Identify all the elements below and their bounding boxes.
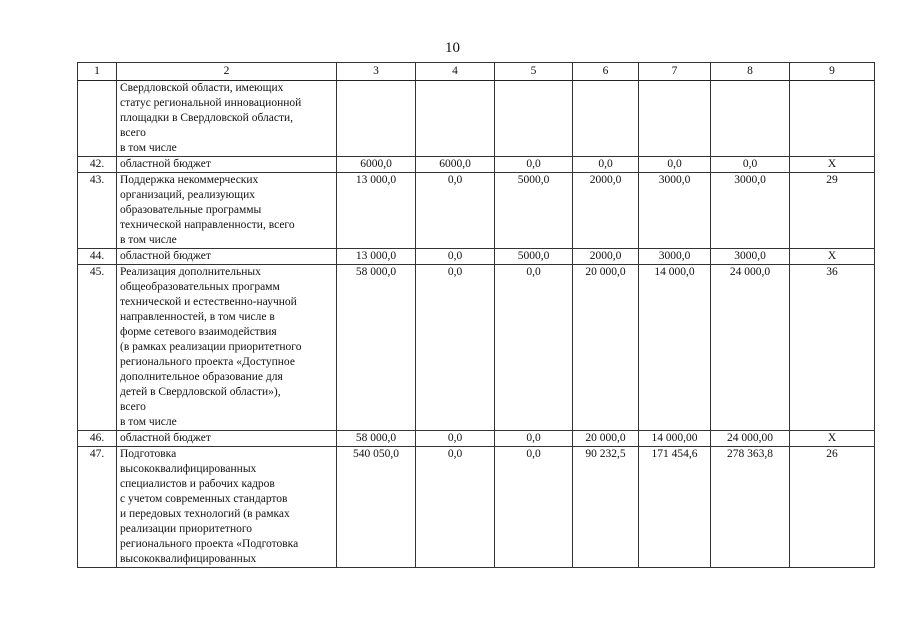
target-indicator — [790, 81, 875, 157]
target-indicator: 29 — [790, 173, 875, 249]
description-line: детей в Свердловской области»), — [120, 386, 281, 398]
row-number: 44. — [78, 249, 117, 265]
description-line: регионального проекта «Доступное — [120, 356, 295, 368]
table-row — [78, 173, 875, 249]
funding-value: 58 000,0 — [337, 431, 416, 447]
description-line: технической направленности, всего — [120, 219, 295, 231]
funding-value: 5000,0 — [495, 249, 573, 265]
funding-value: 3000,0 — [639, 173, 711, 249]
column-header: 1 — [78, 63, 117, 81]
description-line: организаций, реализующих — [120, 189, 255, 201]
funding-value: 0,0 — [416, 447, 495, 568]
funding-value: 3000,0 — [711, 249, 790, 265]
description-line: в том числе — [120, 142, 177, 154]
funding-value: 58 000,0 — [337, 265, 416, 431]
funding-value: 13 000,0 — [337, 173, 416, 249]
description-line: областной бюджет — [120, 432, 211, 444]
row-description — [117, 431, 337, 447]
funding-value: 20 000,0 — [573, 265, 639, 431]
target-indicator: 36 — [790, 265, 875, 431]
table-row — [78, 265, 875, 431]
column-header: 8 — [711, 63, 790, 81]
description-line: образовательные программы — [120, 204, 262, 216]
row-number: 45. — [78, 265, 117, 431]
table-row — [78, 81, 875, 157]
funding-value: 14 000,00 — [639, 431, 711, 447]
target-indicator: 26 — [790, 447, 875, 568]
description-line: и передовых технологий (в рамках — [120, 508, 290, 520]
funding-value — [495, 81, 573, 157]
description-line: Поддержка некоммерческих — [120, 174, 259, 186]
funding-value — [573, 81, 639, 157]
row-number — [78, 81, 117, 157]
row-number: 46. — [78, 431, 117, 447]
row-description — [117, 447, 337, 568]
description-line: Свердловской области, имеющих — [120, 82, 284, 94]
row-number: 42. — [78, 157, 117, 173]
row-description — [117, 249, 337, 265]
funding-value: 24 000,0 — [711, 265, 790, 431]
column-header: 7 — [639, 63, 711, 81]
funding-value: 0,0 — [416, 249, 495, 265]
target-indicator: X — [790, 157, 875, 173]
table-header-row — [78, 63, 875, 81]
target-indicator: X — [790, 249, 875, 265]
target-indicator: X — [790, 431, 875, 447]
description-line: с учетом современных стандартов — [120, 493, 288, 505]
funding-value: 13 000,0 — [337, 249, 416, 265]
funding-value: 6000,0 — [416, 157, 495, 173]
column-header: 2 — [117, 63, 337, 81]
description-line: регионального проекта «Подготовка — [120, 538, 299, 550]
description-line: общеобразовательных программ — [120, 281, 280, 293]
funding-value: 20 000,0 — [573, 431, 639, 447]
row-number: 43. — [78, 173, 117, 249]
column-header: 9 — [790, 63, 875, 81]
row-description — [117, 265, 337, 431]
funding-value: 0,0 — [711, 157, 790, 173]
row-description — [117, 157, 337, 173]
funding-value: 5000,0 — [495, 173, 573, 249]
funding-value: 3000,0 — [711, 173, 790, 249]
column-header: 3 — [337, 63, 416, 81]
funding-value: 0,0 — [573, 157, 639, 173]
funding-value: 2000,0 — [573, 249, 639, 265]
funding-value: 90 232,5 — [573, 447, 639, 568]
description-line: высококвалифицированных — [120, 553, 257, 565]
description-line: дополнительное образование для — [120, 371, 283, 383]
funding-value: 0,0 — [495, 447, 573, 568]
description-line: областной бюджет — [120, 158, 211, 170]
funding-value — [639, 81, 711, 157]
row-description — [117, 173, 337, 249]
row-description — [117, 81, 337, 157]
funding-value: 0,0 — [495, 265, 573, 431]
funding-value: 0,0 — [416, 265, 495, 431]
budget-table — [77, 62, 875, 568]
description-line: Подготовка — [120, 448, 177, 460]
description-line: направленностей, в том числе в — [120, 311, 275, 323]
funding-value: 0,0 — [495, 157, 573, 173]
funding-value: 540 050,0 — [337, 447, 416, 568]
description-line: реализации приоритетного — [120, 523, 253, 535]
column-header: 5 — [495, 63, 573, 81]
funding-value — [711, 81, 790, 157]
description-line: в том числе — [120, 416, 177, 428]
page-number: 10 — [445, 40, 460, 56]
column-header: 6 — [573, 63, 639, 81]
funding-value — [337, 81, 416, 157]
table-row — [78, 431, 875, 447]
column-header: 4 — [416, 63, 495, 81]
description-line: форме сетевого взаимодействия — [120, 326, 277, 338]
description-line: специалистов и рабочих кадров — [120, 478, 275, 490]
description-line: высококвалифицированных — [120, 463, 257, 475]
funding-value: 3000,0 — [639, 249, 711, 265]
description-line: областной бюджет — [120, 250, 211, 262]
funding-value: 14 000,0 — [639, 265, 711, 431]
funding-value: 2000,0 — [573, 173, 639, 249]
funding-value: 0,0 — [639, 157, 711, 173]
funding-value: 0,0 — [416, 431, 495, 447]
funding-value: 0,0 — [416, 173, 495, 249]
description-line: технической и естественно-научной — [120, 296, 297, 308]
description-line: всего — [120, 401, 146, 413]
row-number: 47. — [78, 447, 117, 568]
table-row — [78, 157, 875, 173]
description-line: всего — [120, 127, 146, 139]
funding-value: 171 454,6 — [639, 447, 711, 568]
description-line: статус региональной инновационной — [120, 97, 302, 109]
description-line: Реализация дополнительных — [120, 266, 261, 278]
description-line: (в рамках реализации приоритетного — [120, 341, 302, 353]
description-line: площадки в Свердловской области, — [120, 112, 294, 124]
funding-value: 278 363,8 — [711, 447, 790, 568]
funding-value — [416, 81, 495, 157]
funding-value: 0,0 — [495, 431, 573, 447]
table-row — [78, 249, 875, 265]
description-line: в том числе — [120, 234, 177, 246]
funding-value: 6000,0 — [337, 157, 416, 173]
funding-value: 24 000,00 — [711, 431, 790, 447]
table-row — [78, 447, 875, 568]
